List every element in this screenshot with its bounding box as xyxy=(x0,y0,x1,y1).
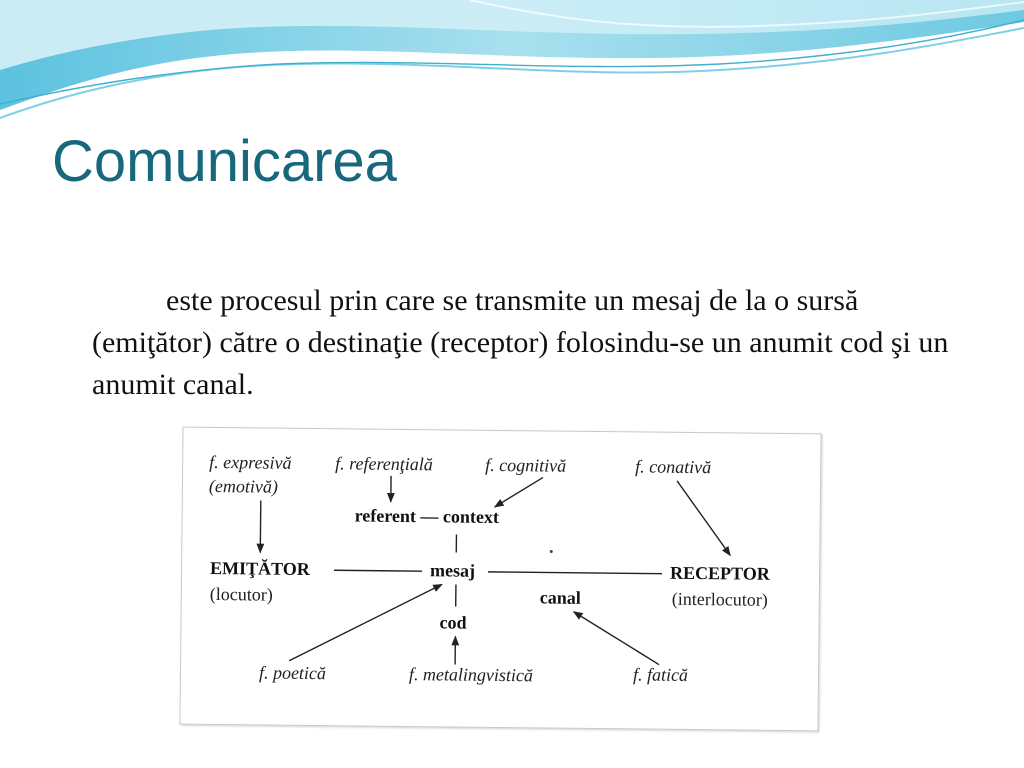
arrow-conativa-receptor xyxy=(676,481,731,556)
label-locutor: (locutor) xyxy=(209,583,273,605)
node-emitator: EMIŢĂTOR xyxy=(209,557,310,580)
label-f-conativa: f. conativă xyxy=(635,456,712,478)
header-wave-decoration xyxy=(0,0,1024,130)
node-receptor: RECEPTOR xyxy=(669,562,770,584)
label-f-cognitiva: f. cognitivă xyxy=(485,454,567,476)
node-canal: canal xyxy=(539,587,581,608)
arrow-cognitiva-context xyxy=(495,477,543,508)
communication-functions-diagram xyxy=(179,427,821,732)
node-mesaj: mesaj xyxy=(429,560,476,581)
label-f-poetica: f. poetică xyxy=(258,662,327,684)
line-mesaj-receptor xyxy=(488,572,662,574)
slide-title: Comunicarea xyxy=(52,129,397,194)
arrow-poetica-mesaj xyxy=(289,583,442,663)
label-f-referentiala: f. referenţială xyxy=(335,453,433,475)
label-interlocutor: (interlocutor) xyxy=(671,588,768,610)
label-f-fatica: f. fatică xyxy=(632,664,689,685)
arrow-expresiva-emitator xyxy=(260,500,261,552)
stray-dot xyxy=(550,550,553,553)
arrow-fatica-canal xyxy=(573,612,660,665)
diagram-canvas xyxy=(180,428,820,731)
label-emotiva: (emotivă) xyxy=(208,475,279,497)
label-f-metalingvistica: f. metalingvistică xyxy=(408,664,534,686)
node-cod: cod xyxy=(439,612,467,633)
line-emitator-mesaj xyxy=(334,570,422,571)
label-f-expresiva: f. expresivă xyxy=(209,451,292,473)
definition-paragraph: este procesul prin care se transmite un mesaj de la o sursă (emiţător) către o destinaţie (receptor) folosindu-se un anumit cod şi un anumit canal. xyxy=(92,284,949,401)
label-referent-context: referent — context xyxy=(354,505,500,527)
